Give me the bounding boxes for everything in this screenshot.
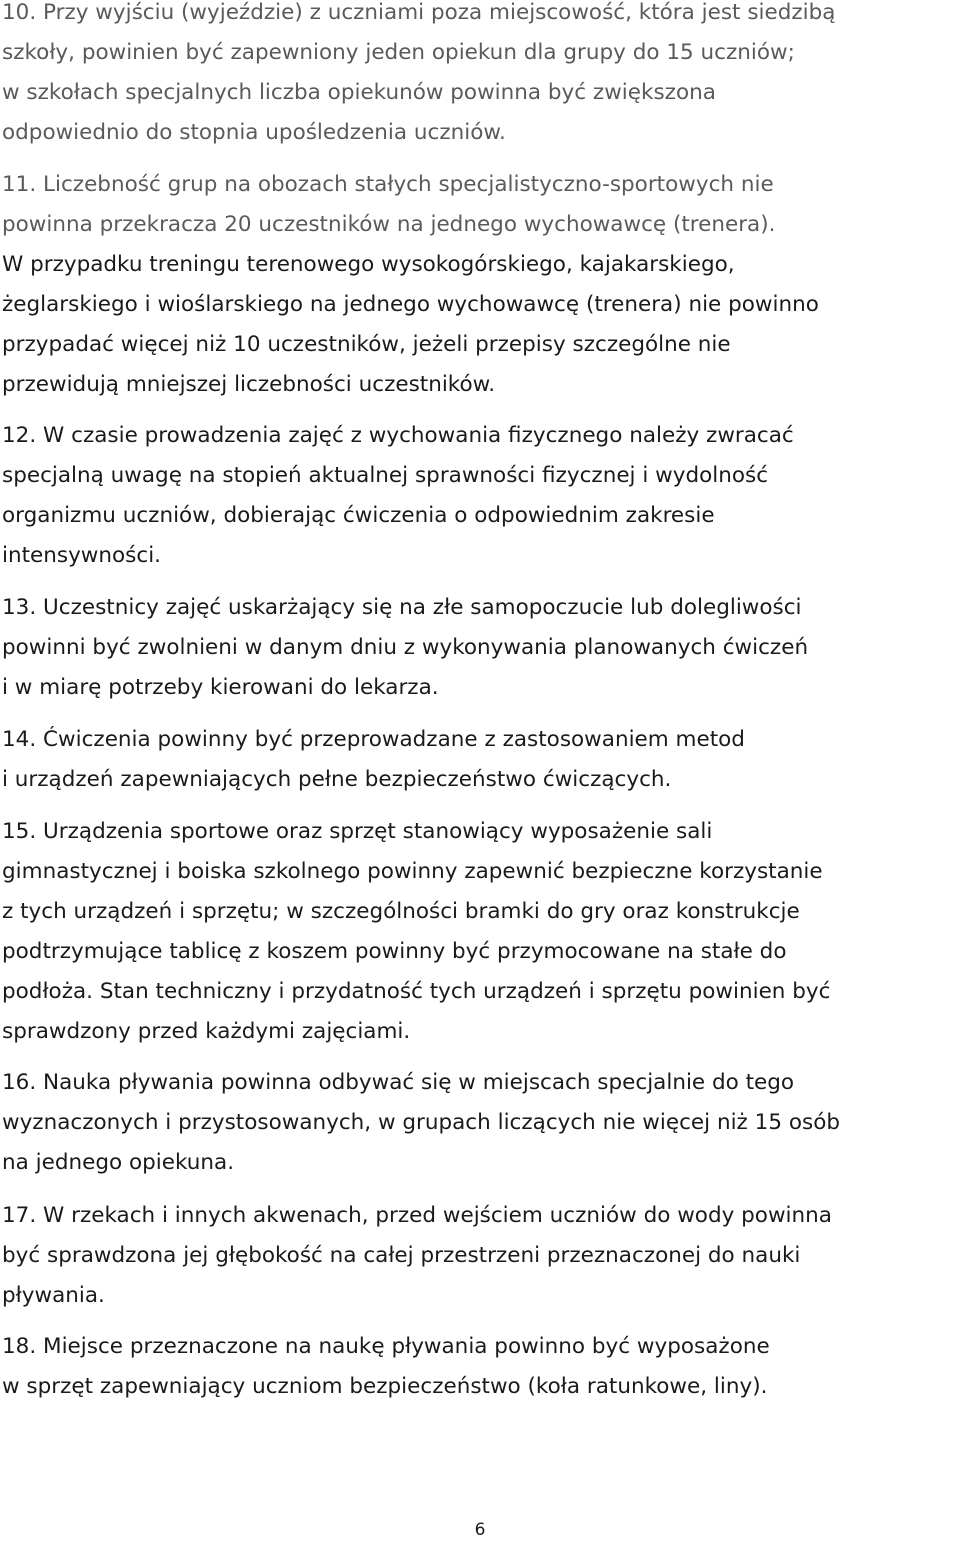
text-line: odpowiednio do stopnia upośledzenia uczniów. bbox=[2, 120, 506, 145]
text-line: na jednego opiekuna. bbox=[2, 1150, 235, 1175]
text-line: pływania. bbox=[2, 1283, 105, 1308]
text-line: w sprzęt zapewniający uczniom bezpieczeństwo (koła ratunkowe, liny). bbox=[2, 1374, 768, 1399]
text-line: 11. Liczebność grup na obozach stałych specjalistyczno-sportowych nie bbox=[2, 172, 774, 197]
text-line: sprawdzony przed każdymi zajęciami. bbox=[2, 1019, 411, 1044]
text-line: 14. Ćwiczenia powinny być przeprowadzane z zastosowaniem metod bbox=[2, 727, 745, 752]
text-line: przypadać więcej niż 10 uczestników, jeżeli przepisy szczególne nie bbox=[2, 332, 731, 357]
text-line: żeglarskiego i wioślarskiego na jednego wychowawcę (trenera) nie powinno bbox=[2, 292, 819, 317]
text-line: powinna przekracza 20 uczestników na jednego wychowawcę (trenera). bbox=[2, 212, 776, 237]
text-line: 15. Urządzenia sportowe oraz sprzęt stanowiący wyposażenie sali bbox=[2, 819, 713, 844]
text-line: W przypadku treningu terenowego wysokogórskiego, kajakarskiego, bbox=[2, 252, 735, 277]
text-line: 18. Miejsce przeznaczone na naukę pływania powinno być wyposażone bbox=[2, 1334, 770, 1359]
paragraph-14 bbox=[2, 720, 745, 800]
text-line: 17. W rzekach i innych akwenach, przed wejściem uczniów do wody powinna bbox=[2, 1203, 832, 1228]
text-line: z tych urządzeń i sprzętu; w szczególności bramki do gry oraz konstrukcje bbox=[2, 899, 800, 924]
text-line: powinni być zwolnieni w danym dniu z wykonywania planowanych ćwiczeń bbox=[2, 635, 809, 660]
paragraph-16 bbox=[2, 1063, 840, 1183]
text-line: i w miarę potrzeby kierowani do lekarza. bbox=[2, 675, 439, 700]
text-line: 12. W czasie prowadzenia zajęć z wychowania fizycznego należy zwracać bbox=[2, 423, 794, 448]
text-line: organizmu uczniów, dobierając ćwiczenia o odpowiednim zakresie bbox=[2, 503, 715, 528]
text-line: wyznaczonych i przystosowanych, w grupach liczących nie więcej niż 15 osób bbox=[2, 1110, 841, 1135]
text-line: specjalną uwagę na stopień aktualnej sprawności fizycznej i wydolność bbox=[2, 463, 769, 488]
text-line: podłoża. Stan techniczny i przydatność tych urządzeń i sprzętu powinien być bbox=[2, 979, 831, 1004]
text-line: podtrzymujące tablicę z koszem powinny być przymocowane na stałe do bbox=[2, 939, 787, 964]
text-line: szkoły, powinien być zapewniony jeden opiekun dla grupy do 15 uczniów; bbox=[2, 40, 795, 65]
page-number: 6 bbox=[474, 1520, 486, 1540]
text-line: gimnastycznej i boiska szkolnego powinny zapewnić bezpieczne korzystanie bbox=[2, 859, 823, 884]
paragraph-15 bbox=[2, 812, 830, 1052]
paragraph-13 bbox=[2, 588, 808, 708]
paragraph-10 bbox=[2, 0, 835, 153]
text-line: 13. Uczestnicy zajęć uskarżający się na złe samopoczucie lub dolegliwości bbox=[2, 595, 802, 620]
text-line: przewidują mniejszej liczebności uczestników. bbox=[2, 372, 496, 397]
text-line: i urządzeń zapewniających pełne bezpieczeństwo ćwiczących. bbox=[2, 767, 672, 792]
paragraph-17 bbox=[2, 1196, 832, 1316]
text-line: w szkołach specjalnych liczba opiekunów powinna być zwiększona bbox=[2, 80, 716, 105]
text-line: być sprawdzona jej głębokość na całej przestrzeni przeznaczonej do nauki bbox=[2, 1243, 801, 1268]
paragraph-11 bbox=[2, 165, 819, 405]
text-line: 16. Nauka pływania powinna odbywać się w miejscach specjalnie do tego bbox=[2, 1070, 795, 1095]
paragraph-18 bbox=[2, 1327, 770, 1407]
paragraph-12 bbox=[2, 416, 794, 576]
text-line: 10. Przy wyjściu (wyjeździe) z uczniami poza miejscowość, która jest siedzibą bbox=[2, 0, 836, 25]
text-line: intensywności. bbox=[2, 543, 162, 568]
